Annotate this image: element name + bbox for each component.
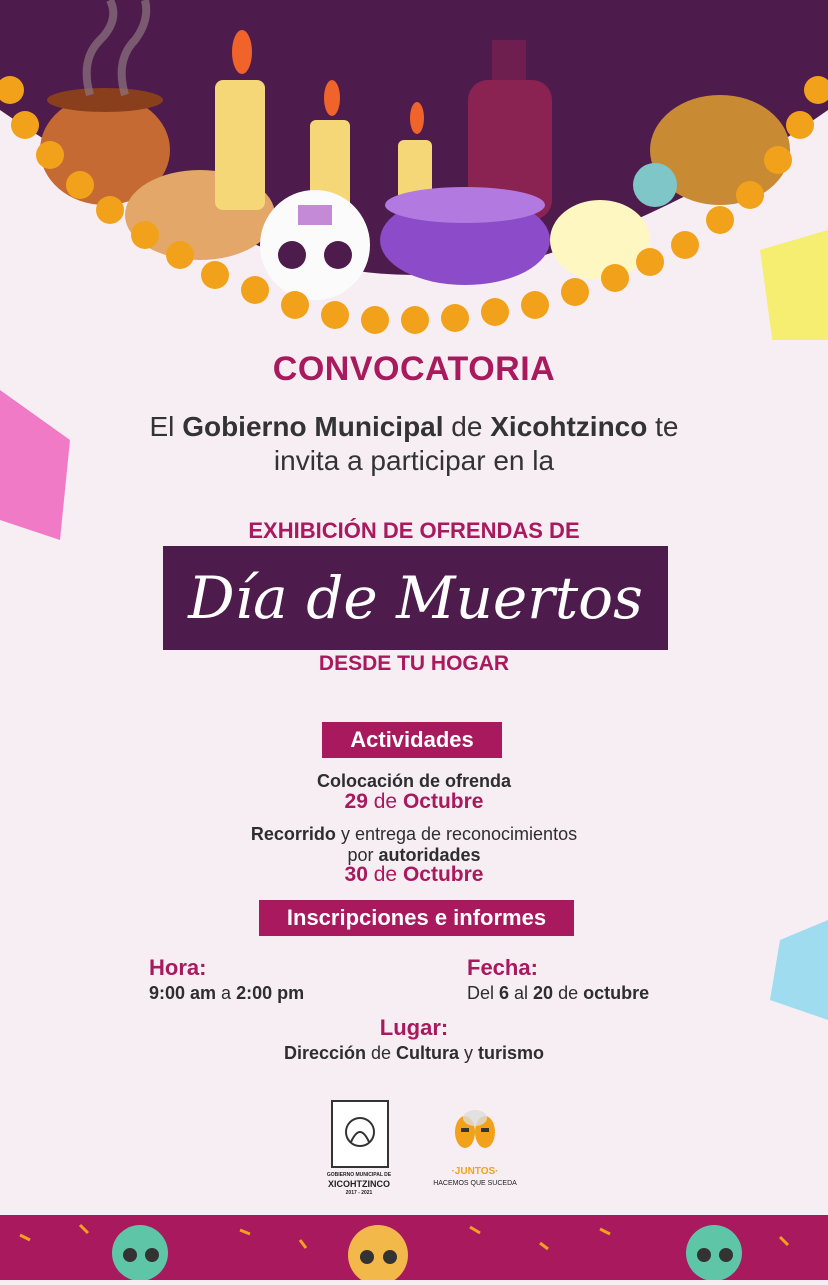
event-bottom-text: DESDE TU HOGAR [318, 652, 510, 675]
fecha-label: Fecha: [467, 955, 538, 980]
hora-value: 9:00 am a 2:00 pm [149, 983, 305, 1003]
hora-block [149, 955, 304, 1004]
info-heading: Inscripciones e informes [259, 900, 574, 936]
juntos-bees-icon [447, 1104, 503, 1160]
purple-pot-icon [380, 187, 550, 285]
glass-candle-icon [550, 200, 650, 280]
lugar-label: Lugar: [379, 1015, 449, 1040]
activity-2-date: 30 de Octubre [344, 863, 484, 886]
flower-icon [633, 163, 677, 207]
lugar-block [0, 1015, 828, 1064]
intro-text: El Gobierno Municipal de Xicohtzinco te invita a participar en la [149, 411, 679, 476]
hora-label: Hora: [149, 955, 207, 980]
gov-name-text: XICOHTZINCO [328, 1179, 390, 1189]
lugar-value: Dirección de Cultura y turismo [283, 1043, 545, 1063]
fecha-block [467, 955, 649, 1004]
gov-small-text: GOBIERNO MUNICIPAL DE [326, 1172, 392, 1178]
event-main-title: Día de Muertos [188, 564, 643, 632]
event-top-text: EXHIBICIÓN DE OFRENDAS DE [248, 518, 580, 543]
activities-heading: Actividades [322, 722, 502, 758]
juntos-text: ·JUNTOS· [451, 1166, 499, 1177]
activity-1-date: 29 de Octubre [344, 790, 484, 813]
activity-1-label: Colocación de ofrenda [316, 771, 512, 791]
skulls-band-icon [0, 1215, 828, 1280]
page-title: CONVOCATORIA [272, 350, 556, 388]
municipal-seal-icon [331, 1100, 389, 1168]
bottom-band [0, 1215, 828, 1280]
papel-picado-blue-icon [770, 920, 828, 1020]
fecha-value: Del 6 al 20 de octubre [467, 983, 650, 1003]
altar-illustration [0, 0, 828, 340]
event-banner [163, 546, 668, 650]
activity-2-line2: por autoridades [347, 845, 481, 865]
slogan-text: HACEMOS QUE SUCEDA [433, 1180, 517, 1187]
gov-years-text: 2017 - 2021 [345, 1190, 373, 1196]
sugar-skull-icon [260, 190, 370, 300]
activity-2-line1: Recorrido y entrega de reconocimientos [250, 824, 578, 844]
